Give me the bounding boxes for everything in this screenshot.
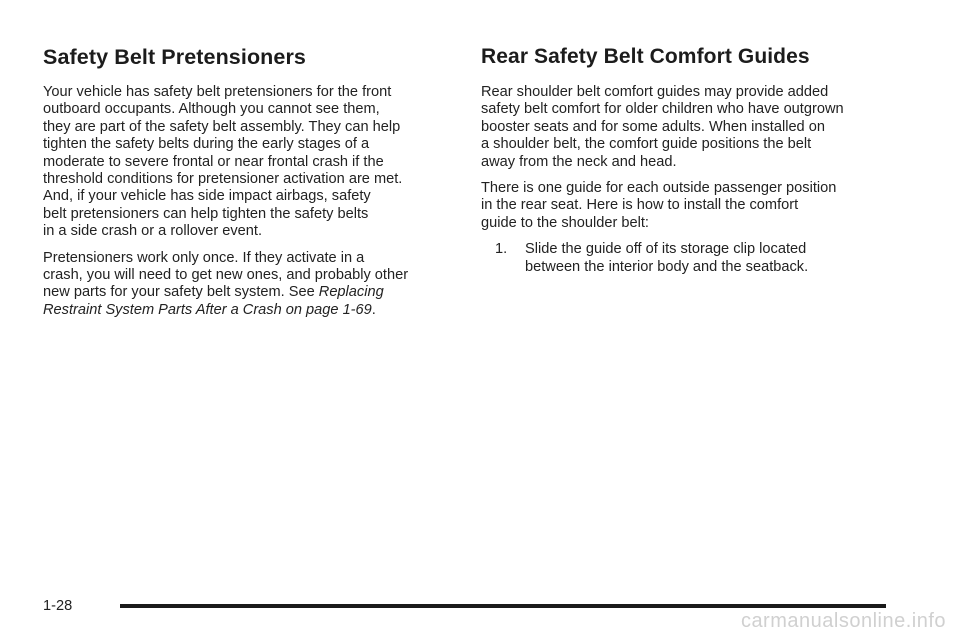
paragraph-comfort-guides-intro — [481, 84, 901, 171]
text-line — [43, 284, 453, 301]
text-line: tighten the safety belts during the early stages of a — [43, 136, 370, 153]
footer-divider — [120, 604, 886, 608]
text-line: Slide the guide off of its storage clip located — [525, 241, 807, 258]
section-heading-pretensioners: Safety Belt Pretensioners — [43, 45, 306, 69]
text-line: in a side crash or a rollover event. — [43, 223, 263, 240]
text-line: Pretensioners work only once. If they activate in a — [43, 249, 365, 266]
text-line: safety belt comfort for older children who have outgrown — [481, 101, 844, 118]
list-item — [495, 241, 901, 276]
page-number: 1-28 — [43, 598, 73, 614]
text-line: away from the neck and head. — [481, 153, 677, 170]
text-line — [43, 302, 453, 319]
text-line: There is one guide for each outside passenger position — [481, 180, 837, 197]
text-line: Your vehicle has safety belt pretensioners for the front — [43, 84, 392, 100]
paragraph-pretensioners-intro — [43, 84, 453, 241]
right-column — [481, 44, 901, 276]
text-line: crash, you will need to get new ones, and probably other — [43, 267, 409, 284]
step-number: 1. — [495, 241, 508, 258]
text-line: threshold conditions for pretensioner activation are met. — [43, 171, 403, 188]
install-steps-list — [481, 241, 901, 276]
text-line: belt pretensioners can help tighten the safety belts — [43, 205, 369, 222]
left-column — [43, 44, 453, 328]
text-segment: new parts for your safety belt system. See — [43, 284, 319, 301]
text-line: they are part of the safety belt assembly. They can help — [43, 118, 401, 135]
text-line: guide to the shoulder belt: — [481, 214, 649, 231]
text-segment: . — [371, 301, 376, 318]
text-line: Rear shoulder belt comfort guides may provide added — [481, 84, 829, 100]
text-line: between the interior body and the seatback. — [525, 258, 809, 275]
section-heading-comfort-guides: Rear Safety Belt Comfort Guides — [481, 45, 810, 68]
text-line: in the rear seat. Here is how to install the comfort — [481, 197, 799, 214]
watermark: carmanualsonline.info — [740, 610, 946, 632]
cross-reference-link-continued[interactable]: Restraint System Parts After a Crash on page 1-69 — [43, 301, 372, 318]
paragraph-pretensioners-once — [43, 250, 453, 320]
text-line: outboard occupants. Although you cannot see them, — [43, 101, 380, 118]
text-line: moderate to severe frontal or near frontal crash if the — [43, 153, 384, 170]
text-line: booster seats and for some adults. When installed on — [481, 118, 825, 135]
cross-reference-link[interactable]: Replacing — [318, 284, 384, 301]
paragraph-comfort-guides-position — [481, 180, 901, 232]
text-line: And, if your vehicle has side impact airbags, safety — [43, 188, 371, 205]
text-line: a shoulder belt, the comfort guide positions the belt — [481, 136, 812, 153]
